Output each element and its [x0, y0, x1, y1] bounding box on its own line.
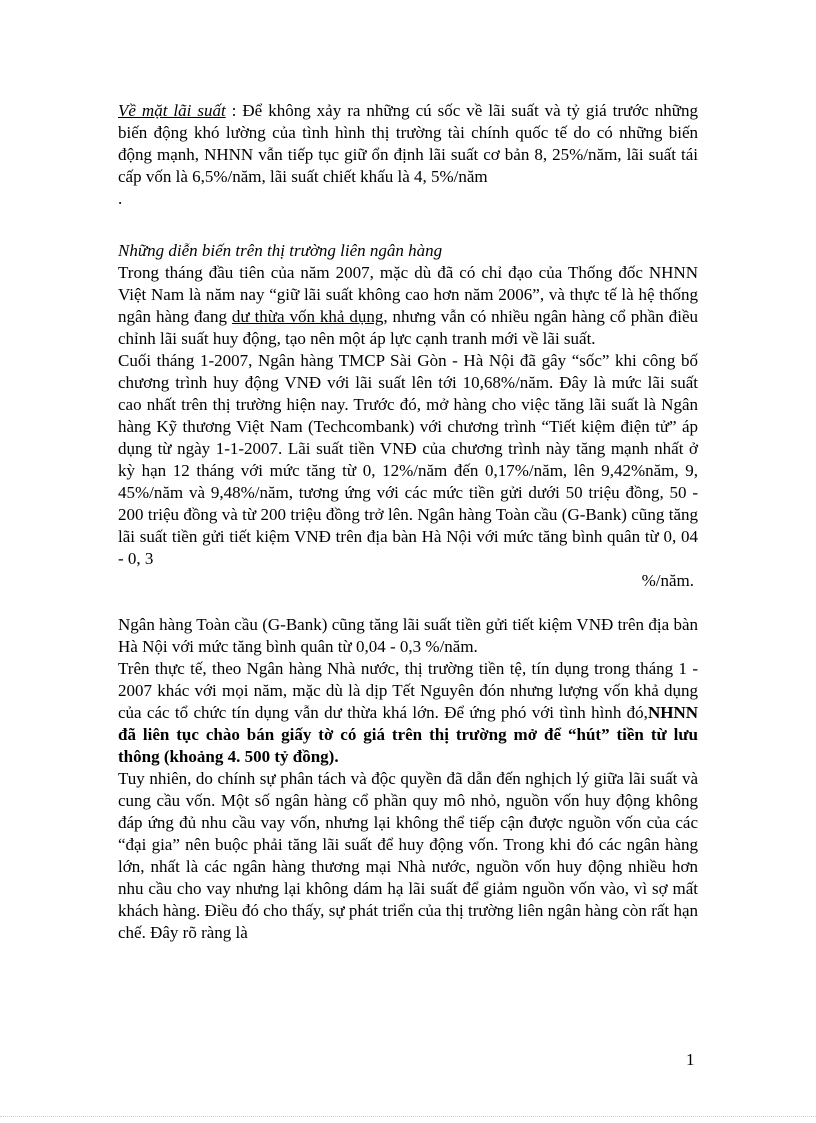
paragraph-end-january-text: Cuối tháng 1-2007, Ngân hàng TMCP Sài Gòn - Hà Nội đã gây “sốc” khi công bố chương trình huy động VNĐ với lãi suất lên tới 10,68%/năm. Đây là mức lãi suất cao nhất trên thị trường hiện nay. Trước đó, mở hàng cho việc tăng lãi suất là Ngân hàng Kỹ thương Việt Nam (Techcombank) với chương trình “Tiết kiệm điện tử” áp dụng từ ngày 1-1-2007. Lãi suất tiền VNĐ của chương trình này tăng mạnh nhất ở kỳ hạn 12 tháng với mức tăng từ 0, 12%/năm đến 0,17%/năm, lên 9,42%năm, 9, 45%/năm và 9,48%/năm, tương ứng với các mức tiền gửi dưới 50 triệu đồng, 50 - 200 triệu đồng và từ 200 triệu đồng trở lên. Ngân hàng Toàn cầu (G-Bank) cũng tăng lãi suất tiền gửi tiết kiệm VNĐ trên địa bàn Hà Nội với mức tăng bình quân từ 0, 04 - 0, 3 [118, 351, 698, 568]
paragraph-end-january-tail: %/năm. [641, 571, 694, 590]
spacer [118, 592, 698, 614]
paragraph-end-january [118, 350, 698, 570]
document-page [118, 100, 698, 944]
paragraph-however: Tuy nhiên, do chính sự phân tách và độc quyền đã dẫn đến nghịch lý giữa lãi suất và cung cầu vốn. Một số ngân hàng cổ phần quy mô nhỏ, nguồn vốn huy động không đáp ứng đủ nhu cầu vay vốn, nhưng lại không thể tiếp cận được nguồn vốn của các “đại gia” nên buộc phải tăng lãi suất để huy động vốn. Trong khi đó các ngân hàng lớn, nhất là các ngân hàng thương mại Nhà nước, nguồn vốn huy động nhiều hơn nhu cầu cho vay nhưng lại không dám hạ lãi suất để giảm nguồn vốn vào, vì sợ mất khách hàng. Điều đó cho thấy, sự phát triển của thị trường liên ngân hàng còn rất hạn chế. Đây rõ ràng là [118, 769, 698, 942]
interest-rate-tail: . [118, 189, 123, 208]
paragraph-in-practice-text: Trên thực tế, theo Ngân hàng Nhà nước, thị trường tiền tệ, tín dụng trong tháng 1 - 2007 khác với mọi năm, mặc dù là dịp Tết Nguyên đón nhưng lượng vốn khả dụng của các tổ chức tín dụng vẫn dư thừa khá lớn. Để ứng phó với tình hình đó, [118, 659, 698, 722]
paragraph-first-month [118, 262, 698, 350]
spacer [118, 210, 698, 240]
page-number: 1 [686, 1050, 695, 1069]
interest-rate-paragraph [118, 100, 698, 188]
paragraph-first-month-text-end: , nhưng vẫn có nhiều ngân hàng cổ phần điều chỉnh lãi suất huy động, tạo nên một áp lực cạnh tranh mới về lãi suất. [118, 307, 698, 348]
paragraph-in-practice-bold: NHNN đã liên tục chào bán giấy tờ có giá trên thị trường mở để “hút” tiền từ lưu thông (khoảng 4. 500 tỷ đồng). [118, 703, 698, 766]
interest-rate-label: Về mặt lãi suất [118, 101, 226, 120]
section-heading: Những diễn biến trên thị trường liên ngân hàng [118, 241, 443, 260]
page-bottom-divider [0, 1116, 816, 1117]
excess-liquidity-underlined: dư thừa vốn khả dụng [231, 307, 384, 326]
paragraph-first-month-text: Trong tháng đầu tiên của năm 2007, mặc dù đã có chỉ đạo của Thống đốc NHNN Việt Nam là năm nay “giữ lãi suất không cao hơn năm 2006”, và thực tế là hệ thống ngân hàng đang [118, 263, 698, 326]
paragraph-in-practice [118, 658, 698, 768]
paragraph-gbank: Ngân hàng Toàn cầu (G-Bank) cũng tăng lãi suất tiền gửi tiết kiệm VNĐ trên địa bàn Hà Nội với mức tăng bình quân từ 0,04 - 0,3 %/năm. [118, 615, 698, 656]
interest-rate-text: : Để không xảy ra những cú sốc về lãi suất và tỷ giá trước những biến động khó lường của tình hình thị trường tài chính quốc tế do có những biến động mạnh, NHNN vẫn tiếp tục giữ ổn định lãi suất cơ bản 8, 25%/năm, lãi suất tái cấp vốn là 6,5%/năm, lãi suất chiết khấu là 4, 5%/năm [118, 101, 699, 186]
